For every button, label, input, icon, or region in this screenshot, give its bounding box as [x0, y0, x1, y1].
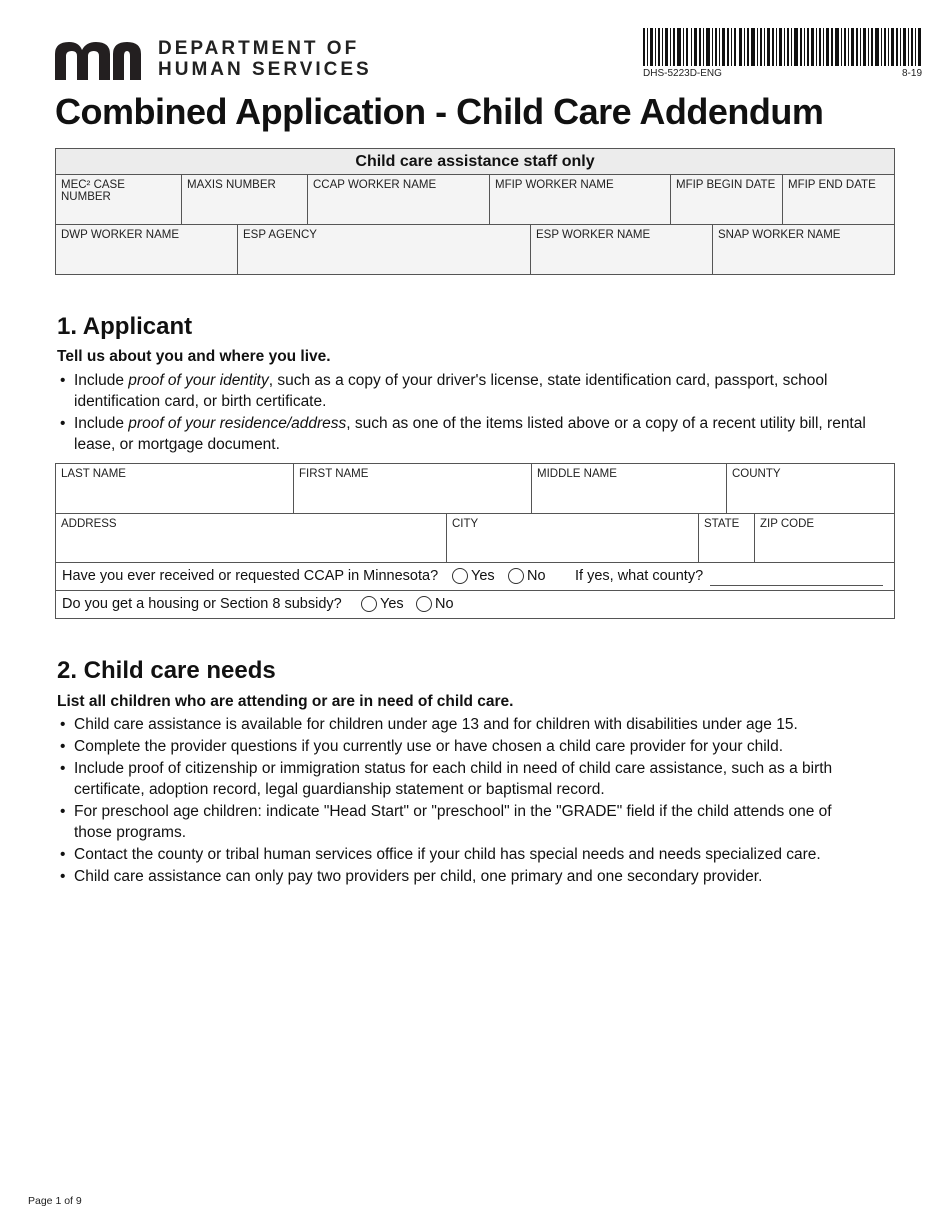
- section-2-heading: 2. Child care needs: [57, 657, 276, 684]
- snap-worker-name-field[interactable]: SNAP WORKER NAME: [718, 229, 841, 241]
- housing-yes-radio[interactable]: Yes: [361, 596, 404, 612]
- list-item: • For preschool age children: indicate "Head Start" or "preschool" in the "GRADE" field if the child attends one of those programs.: [57, 801, 872, 843]
- mec2-case-number-field[interactable]: MEC² CASE NUMBER: [56, 175, 182, 224]
- list-item: • Child care assistance is available for children under age 13 and for children with disabilities under age 15.: [57, 714, 872, 735]
- mfip-worker-name-field[interactable]: MFIP WORKER NAME: [490, 175, 671, 224]
- radio-circle-icon: [416, 596, 432, 612]
- housing-question: Do you get a housing or Section 8 subsidy?: [62, 596, 342, 612]
- form-date: 8-19: [902, 68, 923, 79]
- ccap-question: Have you ever received or requested CCAP in Minnesota?: [62, 568, 439, 584]
- staff-only-box: [55, 148, 895, 275]
- section-1-bullets: [57, 370, 892, 456]
- staff-row-2: [56, 225, 894, 274]
- ccap-county-label: If yes, what county?: [575, 568, 704, 584]
- page-title: Combined Application - Child Care Addendum: [55, 91, 824, 132]
- radio-circle-icon: [361, 596, 377, 612]
- city-field[interactable]: CITY: [447, 514, 699, 562]
- ccap-yes-radio[interactable]: Yes: [452, 568, 495, 584]
- mfip-begin-date-field[interactable]: MFIP BEGIN DATE: [671, 175, 783, 224]
- staff-box-heading: Child care assistance staff only: [56, 149, 894, 175]
- ccap-question-row: [56, 563, 894, 591]
- section-1-lead: Tell us about you and where you live.: [57, 348, 331, 365]
- maxis-number-field[interactable]: MAXIS NUMBER: [182, 175, 308, 224]
- housing-question-row: [56, 591, 894, 619]
- state-field[interactable]: STATE: [699, 514, 755, 562]
- housing-no-radio[interactable]: No: [416, 596, 454, 612]
- section-1-heading: 1. Applicant: [57, 313, 193, 340]
- applicant-row-2: [56, 514, 894, 563]
- barcode-icon: [643, 28, 923, 66]
- last-name-field[interactable]: LAST NAME: [56, 464, 294, 513]
- list-item: • Child care assistance can only pay two providers per child, one primary and one secondary provider.: [57, 866, 872, 887]
- list-item: • Include proof of your identity, such as a copy of your driver's license, state identification card, passport, school identification card, or birth certificate.: [57, 370, 892, 412]
- ccap-worker-name-field[interactable]: CCAP WORKER NAME: [308, 175, 490, 224]
- list-item: • Complete the provider questions if you currently use or have chosen a child care provider for your child.: [57, 736, 872, 757]
- dwp-worker-name-field[interactable]: DWP WORKER NAME: [56, 225, 238, 274]
- page-number: Page 1 of 9: [28, 1195, 82, 1207]
- list-item: • Contact the county or tribal human services office if your child has special needs and needs specialized care.: [57, 844, 872, 865]
- radio-circle-icon: [508, 568, 524, 584]
- applicant-row-1: [56, 464, 894, 514]
- first-name-field[interactable]: FIRST NAME: [294, 464, 532, 513]
- county-field[interactable]: COUNTY: [732, 468, 781, 480]
- list-item: • Include proof of citizenship or immigration status for each child in need of child care assistance, such as a birth certificate, adoption record, legal guardianship statement or baptismal record.: [57, 758, 872, 800]
- section-2-lead: List all children who are attending or are in need of child care.: [57, 693, 514, 710]
- section-2-bullets: [57, 714, 872, 888]
- zip-code-field[interactable]: ZIP CODE: [760, 518, 815, 530]
- staff-row-1: [56, 175, 894, 225]
- esp-worker-name-field[interactable]: ESP WORKER NAME: [531, 225, 713, 274]
- ccap-no-radio[interactable]: No: [508, 568, 546, 584]
- middle-name-field[interactable]: MIDDLE NAME: [532, 464, 727, 513]
- mn-logo-icon: [55, 40, 143, 80]
- agency-name: [158, 38, 372, 80]
- address-field[interactable]: ADDRESS: [56, 514, 447, 562]
- mfip-end-date-field[interactable]: MFIP END DATE: [788, 179, 876, 191]
- applicant-table: [55, 463, 895, 619]
- list-item: • Include proof of your residence/address, such as one of the items listed above or a copy of a recent utility bill, rental lease, or mortgage document.: [57, 413, 892, 455]
- agency-line-2: HUMAN SERVICES: [158, 59, 372, 80]
- agency-line-1: DEPARTMENT OF: [158, 38, 360, 59]
- radio-circle-icon: [452, 568, 468, 584]
- dhs-logo: [55, 38, 375, 82]
- form-id: DHS-5223D-ENG: [643, 68, 722, 79]
- ccap-county-input[interactable]: [710, 585, 883, 586]
- esp-agency-field[interactable]: ESP AGENCY: [238, 225, 531, 274]
